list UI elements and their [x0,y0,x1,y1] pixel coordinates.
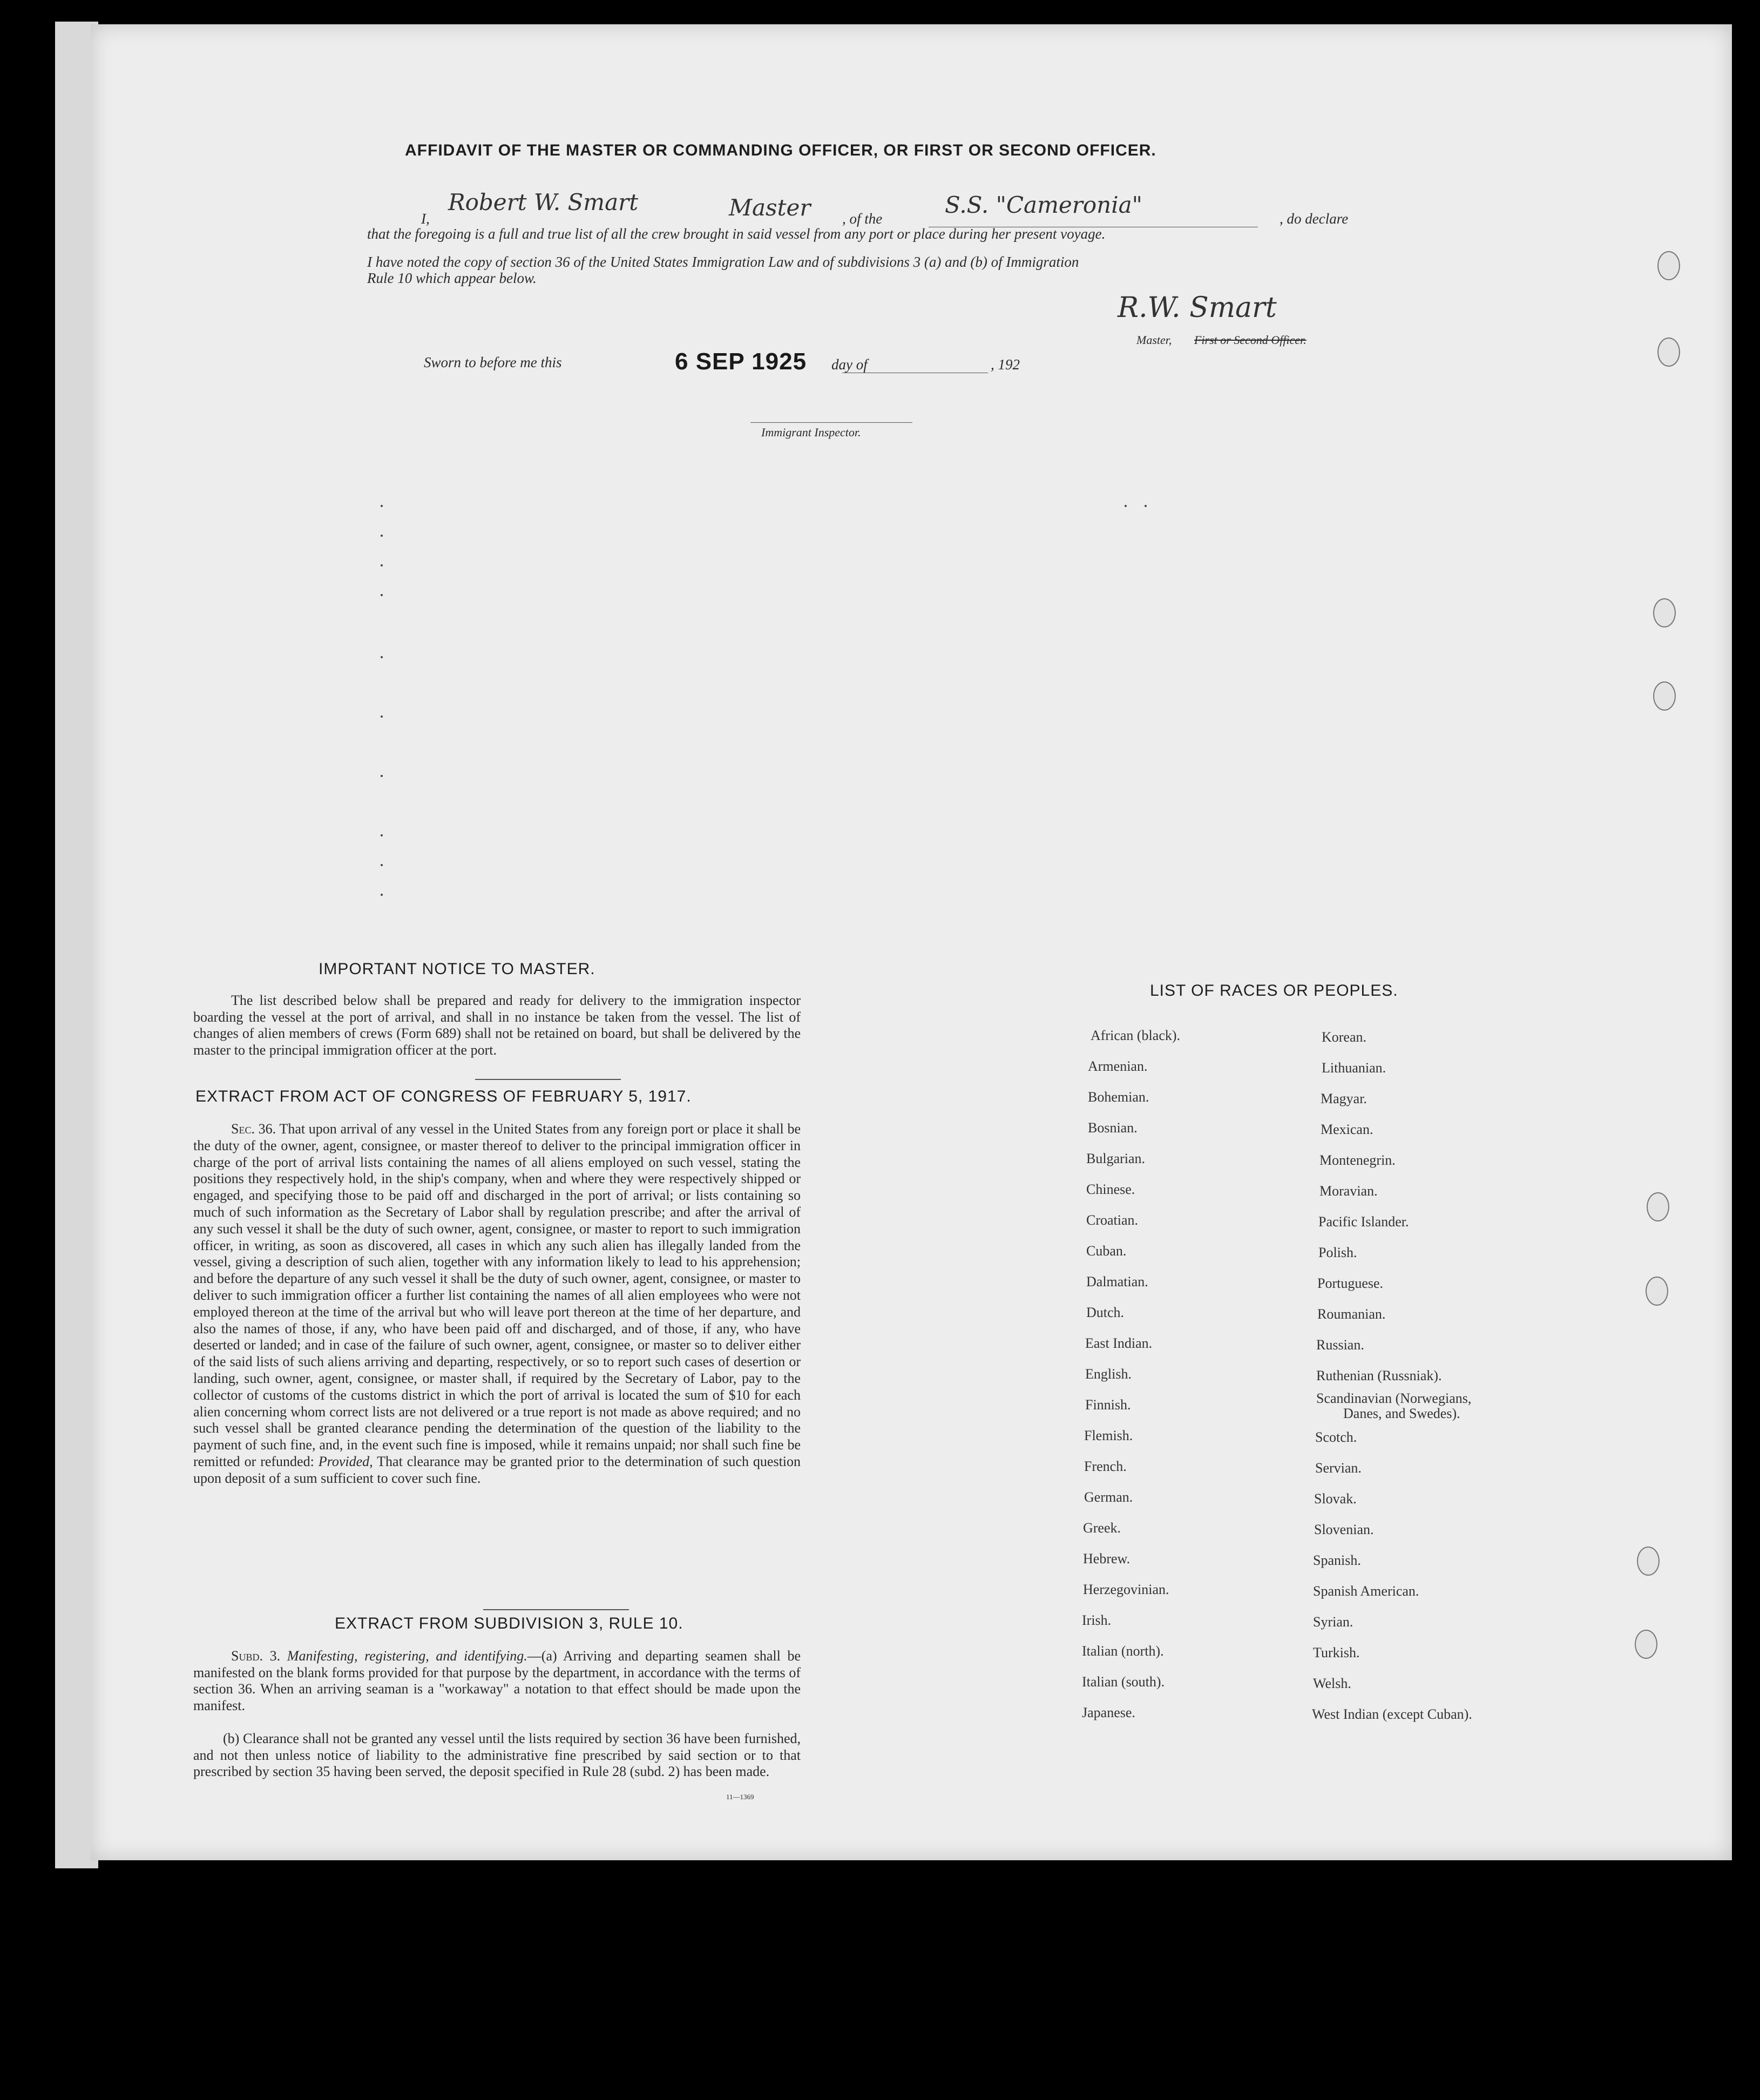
inspector-signature-line [750,422,912,423]
year-prefix: , 192 [991,356,1020,373]
race-left-20: Italian (north). [1082,1643,1164,1659]
race-left-14: French. [1084,1458,1127,1474]
race-right-2: Magyar. [1321,1091,1367,1106]
race-left-3: Bosnian. [1088,1120,1138,1136]
binder-hole [1647,1192,1669,1221]
inspector-caption: Immigrant Inspector. [761,426,861,439]
race-right-11: Ruthenian (Russniak). [1316,1368,1442,1383]
sworn-text: Sworn to before me this [424,354,562,370]
affidavit-line-4: Rule 10 which appear below. [367,270,537,286]
of-the-label: , of the [842,211,883,227]
mark-dot [381,894,383,896]
race-left-9: Dutch. [1086,1305,1125,1320]
race-left-18: Herzegovinian. [1083,1582,1169,1597]
extract-act-rule [483,1609,629,1610]
binder-hole [1657,337,1680,367]
race-right-5: Moravian. [1319,1183,1378,1199]
races-title: LIST OF RACES OR PEOPLES. [1150,982,1398,1000]
master-signature: R.W. Smart [1118,292,1277,324]
mark-dot [1145,505,1147,507]
date-stamp: 6 SEP 1925 [675,348,807,375]
extract-rule-para-a [193,1648,801,1714]
master-name-handwritten: Robert W. Smart [448,189,639,215]
mark-dot [381,505,383,507]
race-right-7: Polish. [1318,1245,1357,1260]
document-page [91,24,1732,1860]
notice-rule [475,1079,621,1080]
signature-caption-master: Master, [1136,333,1172,347]
mark-dot [381,834,383,836]
race-left-22: Japanese. [1082,1705,1135,1720]
race-right-6: Pacific Islander. [1318,1214,1409,1230]
extract-rule-para-b: (b) Clearance shall not be granted any vessel until the lists required by section 36 have been furnished, and not then unless notice of liability to the administrative fine prescribed by said section or to that prescribed by section 35 having been served, the deposit specified in Rule 28 (subd. 2) has been made. [193,1731,801,1779]
race-right-4: Montenegrin. [1319,1152,1396,1168]
race-right-22: Welsh. [1313,1676,1351,1691]
race-right-13: Danes, and Swedes). [1343,1406,1460,1421]
race-right-3: Mexican. [1321,1122,1373,1137]
race-left-2: Bohemian. [1088,1089,1149,1105]
race-right-20: Syrian. [1313,1614,1353,1630]
race-right-9: Roumanian. [1317,1306,1386,1322]
race-right-23: West Indian (except Cuban). [1312,1706,1472,1722]
mark-dot [381,864,383,866]
race-left-0: African (black). [1091,1028,1181,1043]
mark-dot [381,656,383,658]
mark-dot [381,535,383,537]
form-number: 11—1369 [726,1793,754,1801]
signature-caption-struck: First or Second Officer. [1194,333,1307,347]
mark-dot [381,594,383,596]
binder-hole [1635,1630,1657,1659]
subd-label: Subd. 3. [231,1648,281,1664]
race-left-11: English. [1085,1366,1132,1382]
race-right-0: Korean. [1322,1029,1367,1045]
race-left-4: Bulgarian. [1086,1151,1146,1166]
race-left-16: Greek. [1083,1520,1121,1536]
affidavit-line-2: that the foregoing is a full and true list of all the crew brought in said vessel from any port or place during her present voyage. [367,226,1106,242]
mark-dot [1125,505,1127,507]
section-36-end: That clearance may be granted prior to the determination of such question upon deposit of a sum sufficient to cover such fine. [193,1453,801,1486]
notice-title: IMPORTANT NOTICE TO MASTER. [319,960,595,978]
affidavit-title: AFFIDAVIT OF THE MASTER OR COMMANDING OFFICER, OR FIRST OR SECOND OFFICER. [405,141,1156,159]
extract-act-title: EXTRACT FROM ACT OF CONGRESS OF FEBRUARY 5, 1917. [195,1088,692,1105]
race-right-16: Slovak. [1314,1491,1357,1507]
race-right-14: Scotch. [1315,1429,1357,1445]
subd-heading: Manifesting, registering, and identifying. [287,1648,527,1664]
day-of-label: day of [831,356,868,373]
do-declare-label: , do declare [1280,211,1349,227]
race-left-12: Finnish. [1085,1397,1131,1413]
extract-rule-title: EXTRACT FROM SUBDIVISION 3, RULE 10. [335,1615,683,1632]
binder-hole [1637,1547,1660,1576]
subd-para-a: —(a) Arriving and departing seamen shall be manifested on the blank forms provided for that purpose by the department, in accordance with the terms of section 36. When an arriving seaman is a "workaway" a notation to that effect should be made upon the manifest. [193,1648,801,1713]
mark-dot [381,775,383,777]
binder-hole [1657,251,1680,280]
affidavit-prefix: I, [421,211,430,227]
race-right-19: Spanish American. [1313,1583,1419,1599]
notice-body: The list described below shall be prepared and ready for delivery to the immigration inspector boarding the vessel at the port of arrival, and shall in no instance be taken from the vessel. The list of changes of alien members of crews (Form 689) shall not be retained on board, but shall be delivered by the master to the principal immigration officer at the port. [193,992,801,1058]
race-left-15: German. [1084,1489,1133,1505]
race-right-12: Scandinavian (Norwegians, [1316,1390,1472,1406]
section-label: Sec. 36. [231,1121,276,1137]
binder-hole [1646,1277,1668,1306]
extract-act-body [193,1121,801,1487]
race-left-6: Croatian. [1086,1212,1139,1228]
binder-hole [1653,598,1676,627]
affidavit-line-3: I have noted the copy of section 36 of the United States Immigration Law and of subdivisions 3 (a) and (b) of Immigration [367,254,1079,270]
vessel-name-handwritten: S.S. "Cameronia" [945,192,1142,218]
provided-word: Provided, [318,1453,373,1469]
binder-hole [1653,681,1676,711]
race-left-5: Chinese. [1086,1181,1135,1197]
race-right-10: Russian. [1316,1337,1364,1353]
race-left-8: Dalmatian. [1086,1274,1148,1289]
mark-dot [381,564,383,566]
race-right-17: Slovenian. [1314,1522,1374,1537]
race-right-18: Spanish. [1313,1552,1361,1568]
rank-handwritten: Master [729,194,811,221]
race-right-21: Turkish. [1313,1645,1360,1660]
race-left-19: Irish. [1082,1612,1112,1628]
race-left-10: East Indian. [1085,1335,1153,1351]
race-right-1: Lithuanian. [1322,1060,1386,1076]
race-right-8: Portuguese. [1317,1275,1384,1291]
section-36-text: That upon arrival of any vessel in the United States from any foreign port or place it shall be the duty of the owner, agent, consignee, or master thereof to deliver to the principal immigration officer in charge of the port of arrival lists containing the names of all aliens employed on such vessel, stating the positions they respectively hold, in the ship's company, when and where they were respectively shipped or engaged, and specifying those to be paid off and discharged in the port of arrival; or lists containing so much of such information as the Secretary of Labor shall by regulation prescribe; and after the arrival of any such vessel it shall be the duty of such owner, agent, consignee, or master to report to such immigration officer, in writing, as soon as discovered, all cases in which any such alien has illegally landed from the vessel, giving a description of such alien, together with any information likely to lead to his apprehension; and before the departure of any such vessel it shall be the duty of such owner, agent, consignee, or master to deliver to such immigration officer a further list containing the names of all alien employees who were not employed thereon at the time of the arrival but who will leave port thereon at the time of her departure, and also the names of those, if any, who have been paid off and discharged, and of those, if any, who have deserted or landed; and in case of the failure of such owner, agent, consignee, or master so to deliver either of the said lists of such aliens arriving and departing, respectively, or so to report such cases of desertion or landing, such owner, agent, consignee, or master shall, if required by the Secretary of Labor, pay to the collector of customs of the customs district in which the port of arrival is located the sum of $10 for each alien concerning whom correct lists are not delivered or a true report is not made as above required; and no such vessel shall be granted clearance pending the determination of the question of the liability to the payment of such fine, and, in the event such fine is imposed, while it remains unpaid; nor shall such fine be remitted or refunded: [193,1121,801,1469]
race-left-13: Flemish. [1084,1428,1133,1443]
race-left-17: Hebrew. [1083,1551,1131,1566]
race-left-7: Cuban. [1086,1243,1127,1259]
mark-dot [381,715,383,718]
race-right-15: Servian. [1315,1460,1362,1476]
race-left-1: Armenian. [1088,1058,1148,1074]
race-left-21: Italian (south). [1082,1674,1165,1690]
